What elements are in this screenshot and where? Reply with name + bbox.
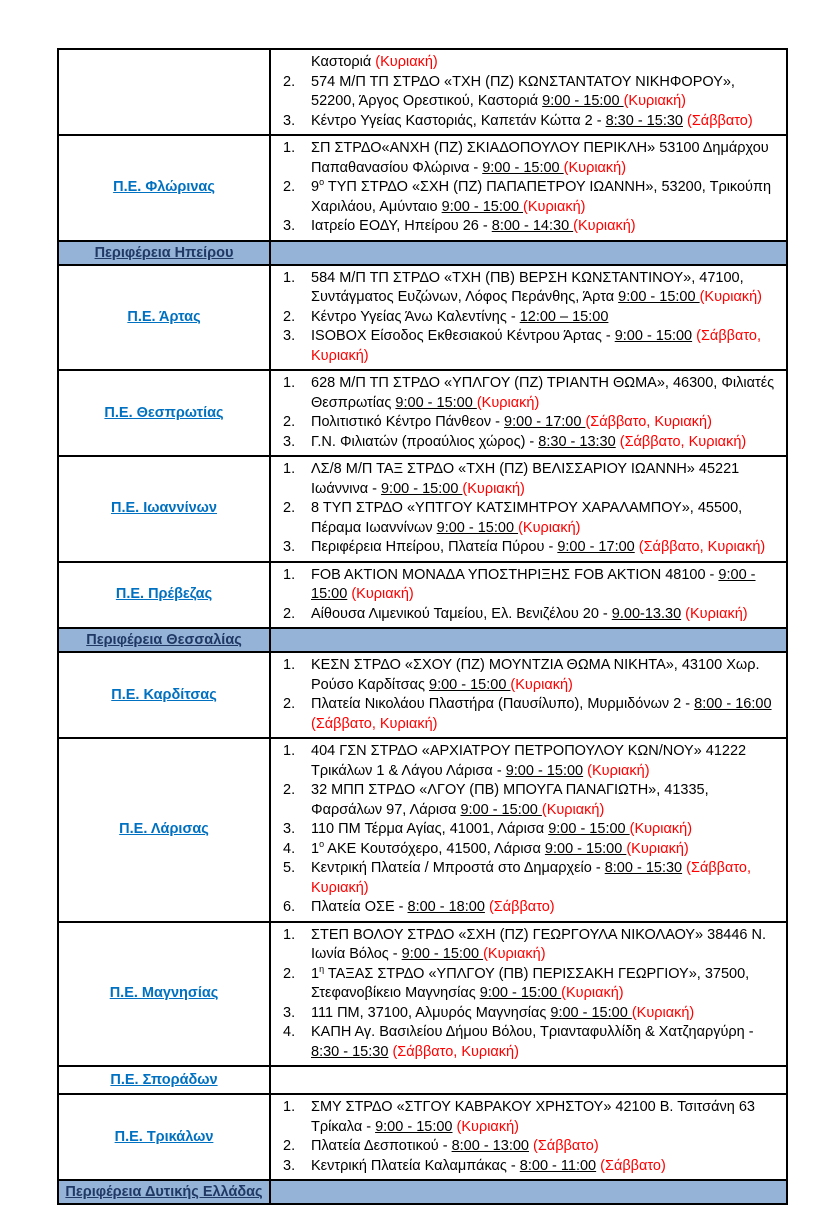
locations-cell (270, 49, 787, 135)
location-list (283, 742, 778, 918)
item-number: 3. (283, 218, 296, 234)
location-item (283, 139, 778, 178)
region-header-label: Περιφέρεια Ηπείρου (94, 244, 234, 261)
item-number: 1. (283, 140, 296, 156)
locations-cell (270, 456, 787, 562)
item-number: 2. (283, 1138, 296, 1154)
item-number (283, 53, 311, 73)
item-number: 3. (283, 1004, 296, 1021)
location-item (283, 1157, 778, 1177)
location-text: Γ.Ν. Φιλιατών (προαύλιος χώρος) - 8:30 - 13:30 (Σάββατο, Κυριακή) (311, 433, 747, 450)
location-item (283, 1023, 778, 1062)
item-number: 2. (283, 414, 296, 430)
item-number: 3. (283, 539, 296, 555)
region-section-header (58, 628, 787, 652)
table-row (58, 49, 787, 135)
item-number: 5. (283, 860, 296, 876)
location-item (283, 1004, 778, 1024)
location-text: 32 ΜΠΠ ΣΤΡΔΟ «ΛΓΟΥ (ΠΒ) ΜΠΟΥΓΑ ΠΑΝΑΓΙΩΤΗ», 41335, Φαρσάλων 97, Λάρισα 9:00 - 15:00 (Κυριακή) (311, 782, 709, 818)
location-text: Πλατεία ΟΣΕ - 8:00 - 18:00 (Σάββατο) (311, 899, 555, 915)
location-item (283, 965, 778, 1004)
regional-unit-link[interactable]: Π.Ε. Πρέβεζας (115, 586, 213, 603)
location-item (283, 840, 778, 860)
region-section-header-spacer (270, 628, 787, 652)
regional-unit-link[interactable]: Π.Ε. Φλώρινας (113, 179, 215, 196)
locations-cell (270, 562, 787, 629)
regional-unit-cell (58, 738, 270, 922)
item-number: 3. (283, 1157, 296, 1174)
locations-cell (270, 135, 787, 241)
locations-cell (270, 652, 787, 738)
regional-unit-link[interactable]: Π.Ε. Θεσπρωτίας (104, 404, 224, 421)
location-text: Κεντρική Πλατεία Καλαμπάκας - 8:00 - 11:00 (Σάββατο) (311, 1157, 666, 1174)
item-number: 3. (283, 433, 296, 450)
location-item (283, 327, 778, 366)
region-section-header (58, 241, 787, 265)
location-list (283, 269, 778, 367)
location-item (283, 460, 778, 499)
regional-unit-cell (58, 265, 270, 371)
region-header-label: Περιφέρεια Θεσσαλίας (86, 632, 242, 648)
region-section-header-spacer (270, 1180, 787, 1204)
location-text: $9^o$ ΤΥΠ ΣΤΡΔΟ «ΣΧΗ (ΠΖ) ΠΑΠΑΠΕΤΡΟΥ ΙΩΑΝΝΗ», 53200, Τρικούπη Χαριλάου, Αμύνταιο 9:00 - 15:00 (Κυριακή) (311, 177, 772, 215)
location-item (283, 433, 778, 453)
location-text: Καστοριά (Κυριακή) (311, 54, 438, 70)
item-number: 2. (283, 179, 296, 195)
location-item (283, 538, 778, 558)
location-text: Κεντρική Πλατεία / Μπροστά στο Δημαρχείο - 8:00 - 15:30 (Σάββατο, Κυριακή) (311, 860, 752, 896)
item-number: 1. (283, 566, 296, 583)
item-number: 1. (283, 1099, 296, 1115)
region-section-header (58, 1180, 787, 1204)
location-item (283, 499, 778, 538)
location-item (283, 374, 778, 413)
region-header-label: Περιφέρεια Δυτικής Ελλάδας (65, 1184, 263, 1200)
location-text: FOB AKTION ΜΟΝΑΔΑ ΥΠΟΣΤΗΡΙΞΗΣ FOB AKTION 48100 - 9:00 - 15:00 (Κυριακή) (311, 566, 756, 602)
location-item (283, 926, 778, 965)
location-list (283, 460, 778, 558)
regional-unit-cell (58, 370, 270, 456)
item-number: 1. (283, 461, 296, 477)
locations-cell (270, 370, 787, 456)
location-text: Ιατρείο ΕΟΔΥ, Ηπείρου 26 - 8:00 - 14:30 (Κυριακή) (311, 218, 636, 234)
regional-unit-link[interactable]: Π.Ε. Καρδίτσας (111, 686, 217, 703)
item-number: 2. (283, 782, 296, 798)
item-number: 1. (283, 375, 296, 391)
locations-table (57, 48, 788, 1205)
item-number: 6. (283, 899, 296, 915)
regional-unit-link[interactable]: Π.Ε. Σποράδων (110, 1071, 218, 1088)
item-number: 1. (283, 657, 296, 673)
regional-unit-link[interactable]: Π.Ε. Ιωαννίνων (111, 500, 217, 517)
regional-unit-link[interactable]: Π.Ε. Λάρισας (119, 821, 209, 838)
location-item (283, 269, 778, 308)
location-text: $1^\eta$ ΤΑΞΑΣ ΣΤΡΔΟ «ΥΠΛΓΟΥ (ΠΒ) ΠΕΡΙΣΣΑΚΗ ΓΕΩΡΓΙΟΥ», 37500, Στεφανοβίκειο Μαγνησίας 9:00 - 15:00 (Κυριακή) (311, 963, 750, 1001)
location-list (283, 374, 778, 452)
location-text: Πολιτιστικό Κέντρο Πάνθεον - 9:00 - 17:00 (Σάββατο, Κυριακή) (311, 414, 712, 430)
regional-unit-cell (58, 1094, 270, 1180)
location-text: ΚΑΠΗ Αγ. Βασιλείου Δήμου Βόλου, Τριανταφυλλίδη & Χατζηαργύρη - 8:30 - 15:30 (Σάββατο, Κυριακή) (311, 1024, 754, 1060)
location-text: ΣΜΥ ΣΤΡΔΟ «ΣΤΓΟΥ ΚΑΒΡΑΚΟΥ ΧΡΗΣΤΟΥ» 42100 Β. Τσιτσάνη 63 Τρίκαλα - 9:00 - 15:00 (Κυριακή) (311, 1099, 755, 1135)
item-number: 2. (283, 965, 296, 982)
regional-unit-cell (58, 1066, 270, 1094)
table-row (58, 652, 787, 738)
table-row (58, 135, 787, 241)
locations-cell (270, 265, 787, 371)
item-number: 3. (283, 821, 296, 837)
item-number: 2. (283, 308, 296, 325)
region-section-header-spacer (270, 241, 787, 265)
location-text: Πλατεία Νικολάου Πλαστήρα (Παυσίλυπο), Μυρμιδόνων 2 - 8:00 - 16:00 (Σάββατο, Κυριακή) (311, 696, 772, 732)
region-section-header-cell (58, 1180, 270, 1204)
location-text: 584 Μ/Π ΤΠ ΣΤΡΔΟ «ΤΧΗ (ΠΒ) ΒΕΡΣΗ ΚΩΝΣΤΑΝΤΙΝΟΥ», 47100, Συντάγματος Ευζώνων, Λόφος Περάνθης, Άρτα 9:00 - 15:00 (Κυριακή) (311, 269, 763, 305)
location-item (283, 781, 778, 820)
item-number: 2. (283, 696, 296, 712)
location-list (283, 1098, 778, 1176)
location-text: Περιφέρεια Ηπείρου, Πλατεία Πύρου - 9:00 - 17:00 (Σάββατο, Κυριακή) (311, 539, 766, 555)
item-number: 2. (283, 605, 296, 622)
location-item (283, 53, 778, 73)
location-item (283, 859, 778, 898)
location-text: 8 ΤΥΠ ΣΤΡΔΟ «ΥΠΤΓΟΥ ΚΑΤΣΙΜΗΤΡΟΥ ΧΑΡΑΛΑΜΠΟΥ», 45500, Πέραμα Ιωαννίνων 9:00 - 15:00 (Κυριακή) (311, 500, 743, 536)
item-number: 4. (283, 1024, 296, 1040)
location-item (283, 820, 778, 840)
location-item (283, 112, 778, 132)
regional-unit-link[interactable]: Π.Ε. Τρικάλων (114, 1128, 214, 1145)
location-text: ISOBOX Είσοδος Εκθεσιακού Κέντρου Άρτας - 9:00 - 15:00 (Σάββατο, Κυριακή) (311, 328, 761, 364)
location-item (283, 308, 778, 328)
regional-unit-link[interactable]: Π.Ε. Άρτας (127, 308, 201, 325)
location-text: ΣΠ ΣΤΡΔΟ«ΑΝΧΗ (ΠΖ) ΣΚΙΑΔΟΠΟΥΛΟΥ ΠΕΡΙΚΛΗ» 53100 Δημάρχου Παπαθανασίου Φλώρινα - 9:00 - 15:00 (Κυριακή) (311, 140, 769, 176)
location-text: Πλατεία Δεσποτικού - 8:00 - 13:00 (Σάββατο) (311, 1138, 599, 1154)
location-text: 404 ΓΣΝ ΣΤΡΔΟ «ΑΡΧΙΑΤΡΟΥ ΠΕΤΡΟΠΟΥΛΟΥ ΚΩΝ/ΝΟΥ» 41222 Τρικάλων 1 & Λάγου Λάρισα - 9:00 - 15:00 (Κυριακή) (311, 743, 747, 779)
location-list (283, 1070, 778, 1090)
locations-cell (270, 922, 787, 1067)
table-row (58, 265, 787, 371)
table-row (58, 370, 787, 456)
location-text: 110 ΠΜ Τέρμα Αγίας, 41001, Λάρισα 9:00 - 15:00 (Κυριακή) (311, 821, 693, 837)
regional-unit-cell (58, 652, 270, 738)
location-item (283, 178, 778, 217)
location-text: $1^o$ ΑΚΕ Κουτσόχερο, 41500, Λάρισα 9:00 - 15:00 (Κυριακή) (311, 838, 689, 857)
table-row (58, 922, 787, 1067)
table-row (58, 738, 787, 922)
region-section-header-cell (58, 628, 270, 652)
location-item (283, 695, 778, 734)
location-item (283, 1137, 778, 1157)
location-text: ΛΣ/8 Μ/Π ΤΑΞ ΣΤΡΔΟ «ΤΧΗ (ΠΖ) ΒΕΛΙΣΣΑΡΙΟΥ ΙΩΑΝΝΗ» 45221 Ιωάννινα - 9:00 - 15:00 (Κυριακή) (311, 461, 740, 497)
item-number: 3. (283, 112, 296, 129)
location-text: ΚΕΣΝ ΣΤΡΔΟ «ΣΧΟΥ (ΠΖ) ΜΟΥΝΤΖΙΑ ΘΩΜΑ ΝΙΚΗΤΑ», 43100 Χωρ. Ρούσο Καρδίτσας 9:00 - 15:00 (Κυριακή) (311, 657, 760, 693)
locations-cell (270, 738, 787, 922)
table-row (58, 562, 787, 629)
item-number: 2. (283, 73, 296, 90)
item-number: 4. (283, 840, 296, 857)
location-item (283, 217, 778, 237)
location-list (283, 53, 778, 131)
location-item (283, 73, 778, 112)
location-text: 628 Μ/Π ΤΠ ΣΤΡΔΟ «ΥΠΛΓΟΥ (ΠΖ) ΤΡΙΑΝΤΗ ΘΩΜΑ», 46300, Φιλιατές Θεσπρωτίας 9:00 - 15:00 (Κυριακή) (311, 375, 775, 411)
location-list (283, 566, 778, 625)
location-text: Κέντρο Υγείας Άνω Καλεντίνης - 12:00 – 15:00 (311, 308, 609, 325)
region-section-header-cell (58, 241, 270, 265)
location-text: 574 Μ/Π ΤΠ ΣΤΡΔΟ «ΤΧΗ (ΠΖ) ΚΩΝΣΤΑΝΤΑΤΟΥ ΝΙΚΗΦΟΡΟΥ», 52200, Άργος Ορεστικού, Καστοριά 9:00 - 15:00 (Κυριακή) (311, 73, 735, 109)
document-page (57, 48, 786, 1205)
locations-table-body (58, 49, 787, 1204)
table-row (58, 456, 787, 562)
location-item (283, 656, 778, 695)
location-text: Αίθουσα Λιμενικού Ταμείου, Ελ. Βενιζέλου 20 - 9.00-13.30 (Κυριακή) (311, 605, 748, 622)
table-row (58, 1066, 787, 1094)
regional-unit-cell (58, 456, 270, 562)
location-list (283, 139, 778, 237)
item-number: 1. (283, 269, 296, 286)
regional-unit-link[interactable]: Π.Ε. Μαγνησίας (109, 985, 219, 1002)
location-list (283, 926, 778, 1063)
location-item (283, 1098, 778, 1137)
locations-cell (270, 1094, 787, 1180)
regional-unit-cell (58, 562, 270, 629)
location-list (283, 656, 778, 734)
item-number: 2. (283, 500, 296, 516)
regional-unit-cell (58, 922, 270, 1067)
regional-unit-cell (58, 135, 270, 241)
location-item (283, 566, 778, 605)
location-text: Κέντρο Υγείας Καστοριάς, Καπετάν Κώττα 2 - 8:30 - 15:30 (Σάββατο) (311, 112, 753, 129)
location-item (283, 413, 778, 433)
item-number: 1. (283, 743, 296, 759)
location-text: ΣΤΕΠ ΒΟΛΟΥ ΣΤΡΔΟ «ΣΧΗ (ΠΖ) ΓΕΩΡΓΟΥΛΑ ΝΙΚΟΛΑΟΥ» 38446 Ν. Ιωνία Βόλος - 9:00 - 15:00 (Κυριακή) (311, 926, 766, 962)
location-text: 111 ΠΜ, 37100, Αλμυρός Μαγνησίας 9:00 - 15:00 (Κυριακή) (311, 1004, 695, 1021)
table-row (58, 1094, 787, 1180)
item-number: 1. (283, 926, 296, 943)
regional-unit-cell (58, 49, 270, 135)
location-item (283, 898, 778, 918)
location-item (283, 742, 778, 781)
item-number: 3. (283, 328, 296, 344)
locations-cell (270, 1066, 787, 1094)
location-item (283, 605, 778, 625)
